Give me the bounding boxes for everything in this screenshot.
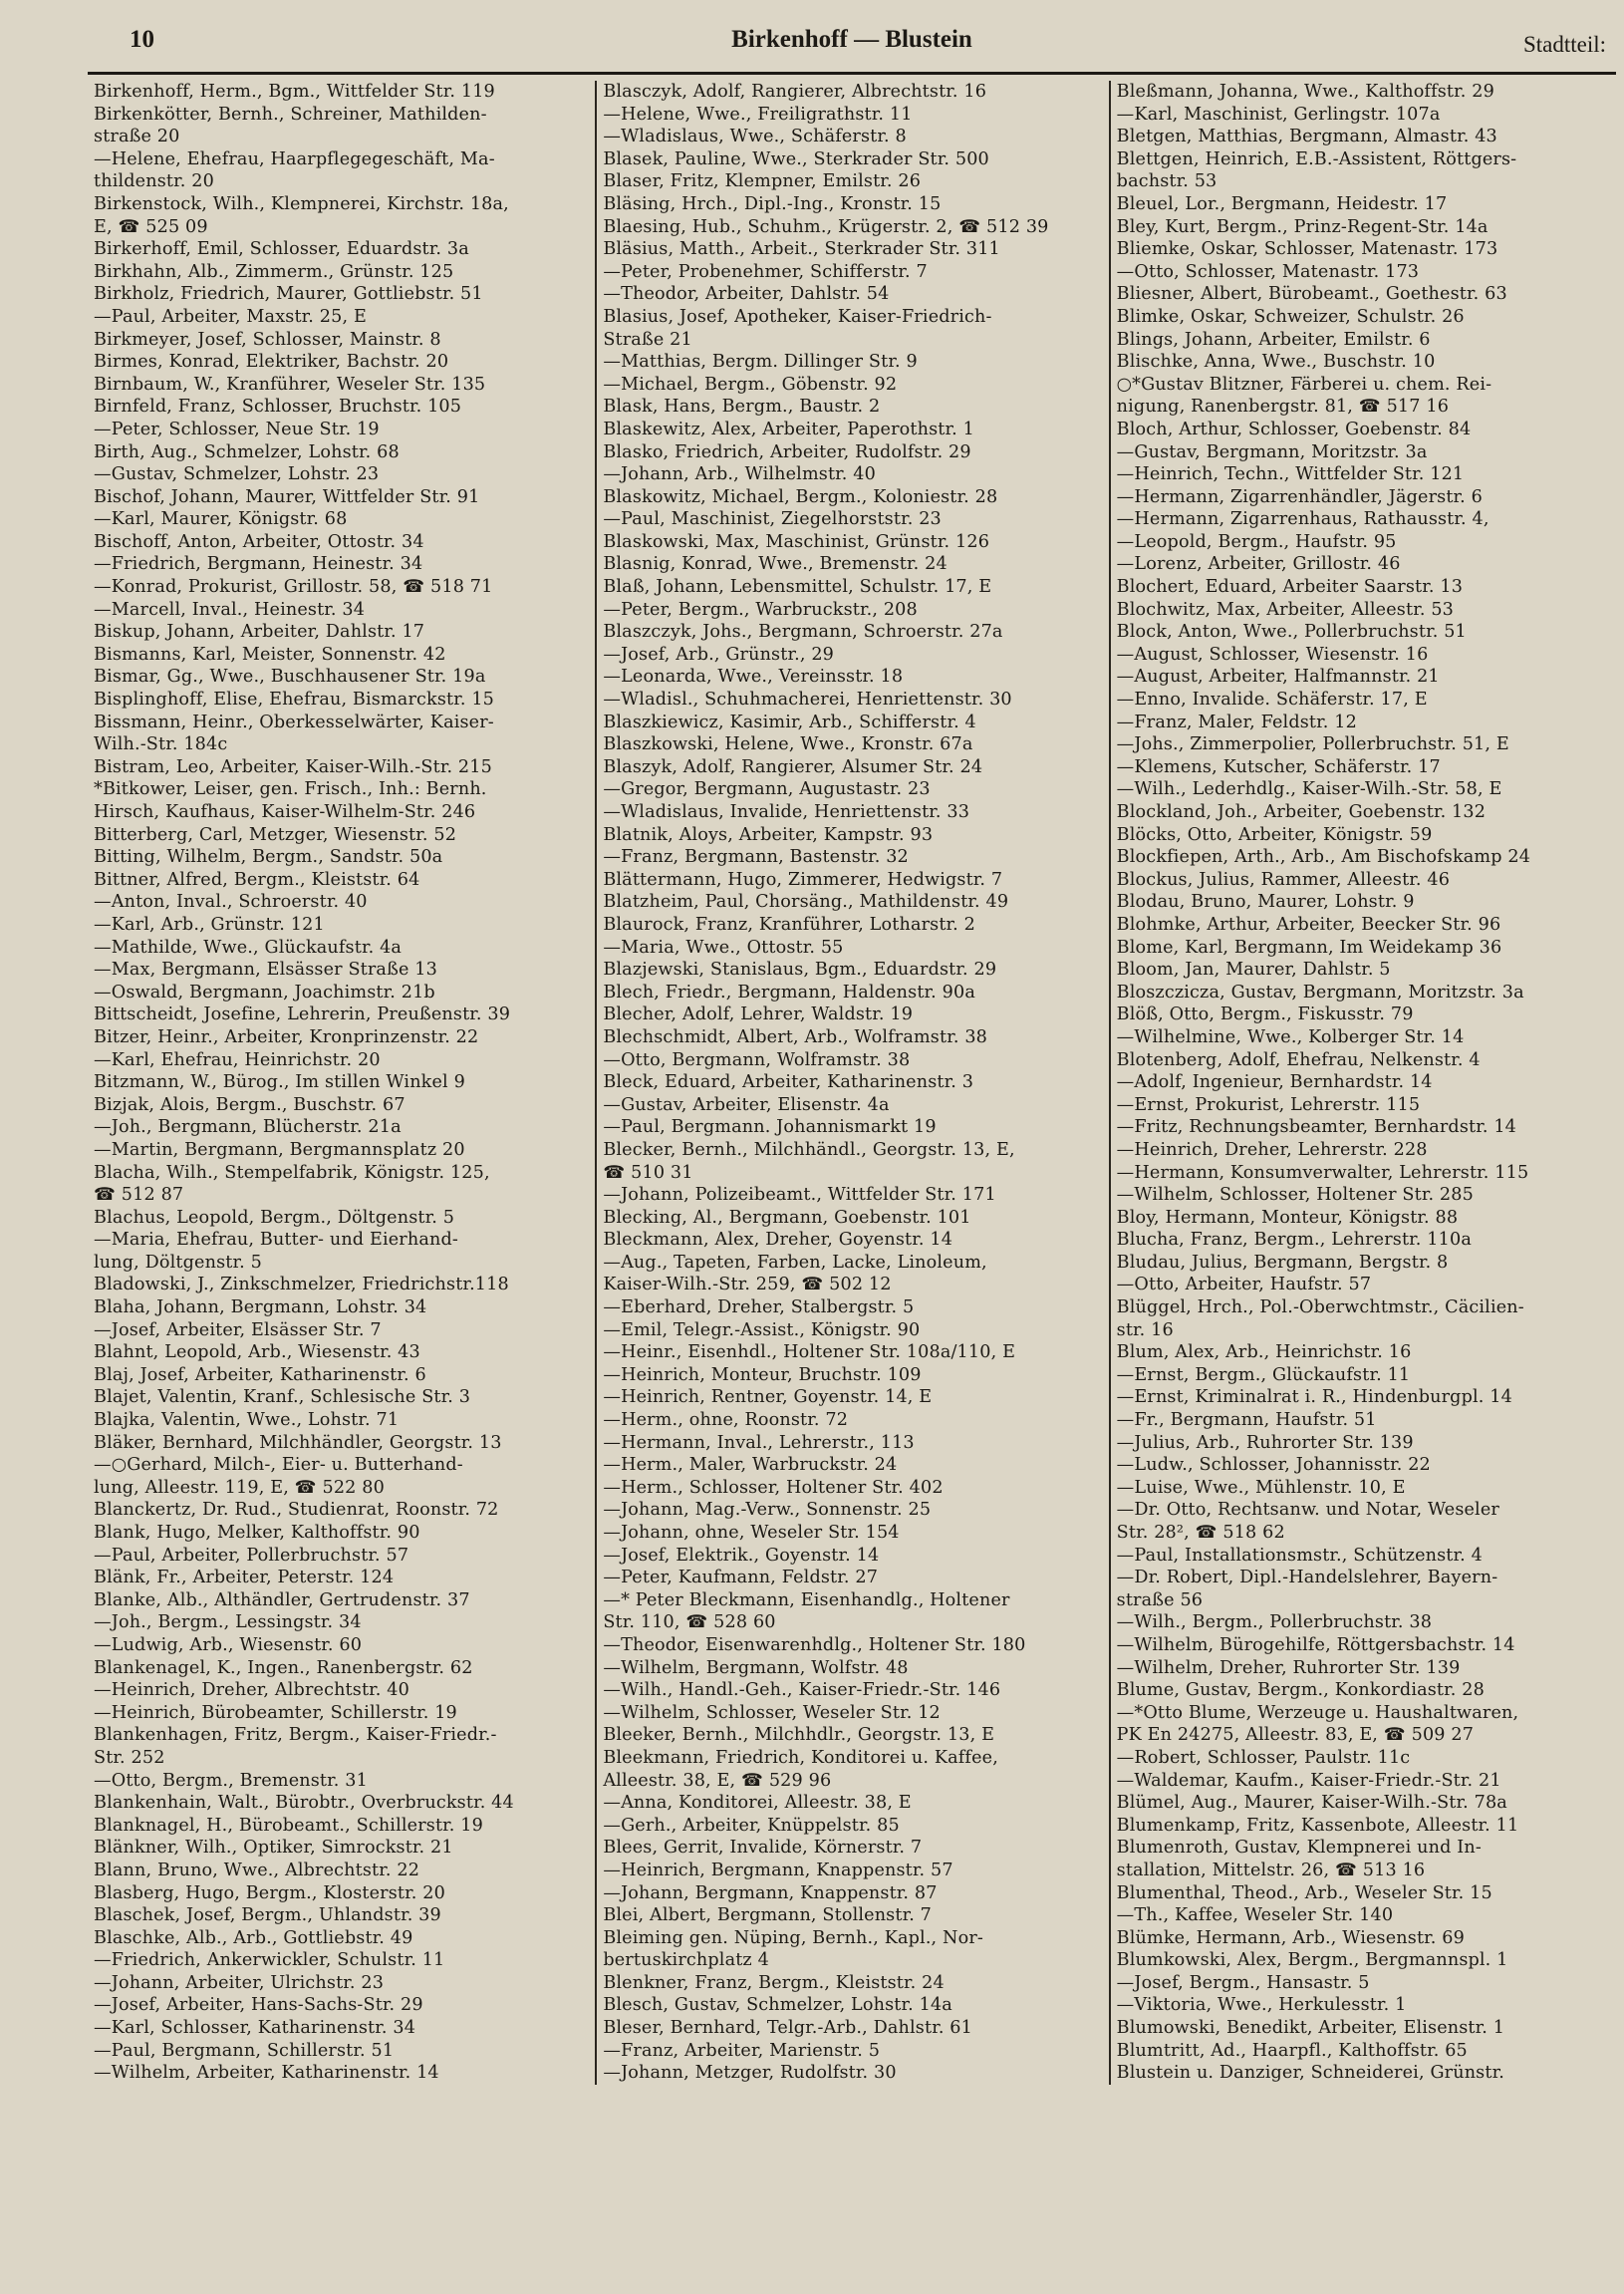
directory-entry: —Peter, Kaufmann, Feldstr. 27 bbox=[603, 1568, 879, 1588]
directory-entry: Blesch, Gustav, Schmelzer, Lohstr. 14a bbox=[603, 1995, 952, 2016]
directory-entry: —Max, Bergmann, Elsässer Straße 13 bbox=[94, 960, 437, 981]
directory-entry: Blatzheim, Paul, Chorsäng., Mathildenstr. 49 bbox=[603, 892, 1009, 913]
directory-entry: Blask, Hans, Bergm., Baustr. 2 bbox=[603, 397, 881, 418]
directory-entry: Str. 110, ☎ 528 60 bbox=[603, 1612, 776, 1633]
directory-entry: —Hermann, Inval., Lehrerstr., 113 bbox=[603, 1432, 915, 1453]
directory-entry: —Franz, Bergmann, Bastenstr. 32 bbox=[603, 847, 909, 868]
directory-entry: Blaschke, Alb., Arb., Gottliebstr. 49 bbox=[94, 1927, 413, 1948]
directory-entry: —Wladislaus, Invalide, Henriettenstr. 33 bbox=[603, 802, 970, 822]
directory-entry: —Josef, Arbeiter, Hans-Sachs-Str. 29 bbox=[94, 1995, 423, 2016]
directory-entry: —Mathilde, Wwe., Glückaufstr. 4a bbox=[94, 937, 403, 958]
directory-entry: Blecker, Bernh., Milchhändl., Georgstr. 13, E, bbox=[603, 1139, 1015, 1160]
directory-entry: Bittner, Alfred, Bergm., Kleiststr. 64 bbox=[94, 869, 420, 890]
directory-entry: —Enno, Invalide. Schäferstr. 17, E bbox=[1116, 690, 1428, 711]
directory-entry: —Johs., Zimmerpolier, Pollerbruchstr. 51, E bbox=[1116, 734, 1509, 755]
directory-entry: Hirsch, Kaufhaus, Kaiser-Wilhelm-Str. 246 bbox=[94, 802, 476, 822]
directory-entry: Blaesing, Hub., Schuhm., Krügerstr. 2, ☎ 512 39 bbox=[603, 216, 1049, 237]
directory-entry: ☎ 512 87 bbox=[94, 1185, 184, 1206]
directory-entry: Blenkner, Franz, Bergm., Kleiststr. 24 bbox=[603, 1972, 945, 1993]
directory-entry: Blaskowitz, Michael, Bergm., Koloniestr. 28 bbox=[603, 486, 998, 507]
directory-entry: —Heinrich, Bergmann, Knappenstr. 57 bbox=[603, 1860, 953, 1880]
directory-entry: stallation, Mittelstr. 26, ☎ 513 16 bbox=[1116, 1860, 1426, 1880]
directory-entry: Blischke, Anna, Wwe., Buschstr. 10 bbox=[1116, 352, 1436, 373]
directory-entry: —Oswald, Bergmann, Joachimstr. 21b bbox=[94, 982, 435, 1003]
column-3 bbox=[1109, 81, 1616, 2085]
directory-entry: Blümel, Aug., Maurer, Kaiser-Wilh.-Str. 78a bbox=[1116, 1793, 1507, 1814]
directory-entry: Birkholz, Friedrich, Maurer, Gottliebstr. 51 bbox=[94, 284, 483, 305]
directory-entry: —Wilhelm, Schlosser, Weseler Str. 12 bbox=[603, 1702, 941, 1723]
directory-entry: Bismar, Gg., Wwe., Buschhausener Str. 19a bbox=[94, 667, 486, 688]
directory-entry: Blahnt, Leopold, Arb., Wiesenstr. 43 bbox=[94, 1342, 420, 1363]
directory-entry: —Dr. Otto, Rechtsanw. und Notar, Weseler bbox=[1116, 1500, 1499, 1521]
directory-entry: —Helene, Wwe., Freiligrathstr. 11 bbox=[603, 104, 913, 125]
directory-entry: Blaskowski, Max, Maschinist, Grünstr. 126 bbox=[603, 531, 990, 552]
column-1 bbox=[88, 81, 595, 2085]
directory-entry: —Emil, Telegr.-Assist., Königstr. 90 bbox=[603, 1319, 921, 1340]
directory-entry: Alleestr. 38, E, ☎ 529 96 bbox=[603, 1770, 832, 1791]
directory-entry: Bleiming gen. Nüping, Bernh., Kapl., Nor- bbox=[603, 1927, 983, 1948]
directory-entry: —Hermann, Zigarrenhaus, Rathausstr. 4, bbox=[1116, 509, 1489, 530]
directory-entry: —Fr., Bergmann, Haufstr. 51 bbox=[1116, 1410, 1377, 1431]
directory-entry: —Ludwig, Arb., Wiesenstr. 60 bbox=[94, 1634, 363, 1655]
directory-entry: —Johann, Bergmann, Knappenstr. 87 bbox=[603, 1882, 938, 1903]
directory-entry: —Waldemar, Kaufm., Kaiser-Friedr.-Str. 21 bbox=[1116, 1770, 1501, 1791]
directory-entry: Blanke, Alb., Althändler, Gertrudenstr. 37 bbox=[94, 1589, 470, 1610]
directory-entry: Blaß, Johann, Lebensmittel, Schulstr. 17, E bbox=[603, 577, 992, 598]
directory-entry: —Gustav, Bergmann, Moritzstr. 3a bbox=[1116, 441, 1428, 462]
directory-entry: Bleekmann, Friedrich, Konditorei u. Kaffee, bbox=[603, 1747, 998, 1768]
directory-entry: Bletgen, Matthias, Bergmann, Almastr. 43 bbox=[1116, 127, 1497, 147]
directory-entry: Blochert, Eduard, Arbeiter Saarstr. 13 bbox=[1116, 577, 1464, 598]
directory-entry: —Peter, Probenehmer, Schifferstr. 7 bbox=[603, 261, 928, 282]
directory-entry: Blaskewitz, Alex, Arbeiter, Paperothstr. 1 bbox=[603, 419, 974, 439]
directory-entry: —Otto, Arbeiter, Haufstr. 57 bbox=[1116, 1275, 1372, 1295]
directory-entry: Bleck, Eduard, Arbeiter, Katharinenstr. 3 bbox=[603, 1072, 974, 1093]
directory-entry: Birnbaum, W., Kranführer, Weseler Str. 135 bbox=[94, 374, 486, 395]
directory-entry: Blech, Friedr., Bergmann, Haldenstr. 90a bbox=[603, 982, 975, 1003]
directory-entry: Blänkner, Wilh., Optiker, Simrockstr. 21 bbox=[94, 1838, 453, 1859]
directory-entry: —Franz, Arbeiter, Marienstr. 5 bbox=[603, 2040, 881, 2061]
directory-entry: Blockland, Joh., Arbeiter, Goebenstr. 132 bbox=[1116, 802, 1487, 822]
directory-entry: —*Otto Blume, Werzeuge u. Haushaltwaren, bbox=[1116, 1702, 1519, 1723]
directory-entry: —Josef, Arb., Grünstr., 29 bbox=[603, 644, 835, 665]
directory-entry: Straße 21 bbox=[603, 329, 692, 350]
directory-entry: —Martin, Bergmann, Bergmannsplatz 20 bbox=[94, 1139, 465, 1160]
directory-entry: Bleser, Bernhard, Telgr.-Arb., Dahlstr. 61 bbox=[603, 2018, 972, 2039]
directory-entry: Blaj, Josef, Arbeiter, Katharinenstr. 6 bbox=[94, 1364, 426, 1385]
directory-entry: —Adolf, Ingenieur, Bernhardstr. 14 bbox=[1116, 1072, 1433, 1093]
directory-entry: Blumenthal, Theod., Arb., Weseler Str. 15 bbox=[1116, 1882, 1492, 1903]
directory-entry: Bizjak, Alois, Bergm., Buschstr. 67 bbox=[94, 1094, 406, 1115]
directory-entry: —Johann, Arb., Wilhelmstr. 40 bbox=[603, 464, 876, 485]
directory-entry: —Heinr., Eisenhdl., Holtener Str. 108a/110, E bbox=[603, 1342, 1016, 1363]
directory-entry: Bitterberg, Carl, Metzger, Wiesenstr. 52 bbox=[94, 824, 457, 845]
directory-entry: Blechschmidt, Albert, Arb., Wolframstr. 38 bbox=[603, 1026, 988, 1047]
directory-entry: Blaszyk, Adolf, Rangierer, Alsumer Str. 24 bbox=[603, 756, 983, 777]
directory-entry: Birkenkötter, Bernh., Schreiner, Mathilden- bbox=[94, 104, 487, 125]
directory-entry: straße 56 bbox=[1116, 1589, 1204, 1610]
directory-entry: Bladowski, J., Zinkschmelzer, Friedrichstr.118 bbox=[94, 1275, 509, 1295]
directory-entry: —Dr. Robert, Dipl.-Handelslehrer, Bayern- bbox=[1116, 1568, 1498, 1588]
directory-entry: Blockfiepen, Arth., Arb., Am Bischofskamp 24 bbox=[1116, 847, 1531, 868]
directory-entry: —Hermann, Zigarrenhändler, Jägerstr. 6 bbox=[1116, 486, 1483, 507]
directory-entry: lung, Alleestr. 119, E, ☎ 522 80 bbox=[94, 1477, 385, 1498]
directory-entry: Bläker, Bernhard, Milchhändler, Georgstr. 13 bbox=[94, 1432, 502, 1453]
directory-entry: —Paul, Arbeiter, Pollerbruchstr. 57 bbox=[94, 1545, 409, 1566]
directory-entry: Bitting, Wilhelm, Bergm., Sandstr. 50a bbox=[94, 847, 443, 868]
directory-entry: —Luise, Wwe., Mühlenstr. 10, E bbox=[1116, 1477, 1406, 1498]
directory-entry: —Franz, Maler, Feldstr. 12 bbox=[1116, 712, 1357, 732]
directory-entry: Birkenstock, Wilh., Klempnerei, Kirchstr. 18a, bbox=[94, 193, 509, 214]
directory-entry: —Peter, Bergm., Warbruckstr., 208 bbox=[603, 599, 918, 620]
directory-entry: Blasberg, Hugo, Bergm., Klosterstr. 20 bbox=[94, 1882, 445, 1903]
directory-entry: Str. 28², ☎ 518 62 bbox=[1116, 1523, 1285, 1543]
directory-entry: —Theodor, Arbeiter, Dahlstr. 54 bbox=[603, 284, 890, 305]
column-2 bbox=[595, 81, 1108, 2085]
directory-entry: —Theodor, Eisenwarenhdlg., Holtener Str. 180 bbox=[603, 1634, 1026, 1655]
directory-entry: str. 16 bbox=[1116, 1319, 1174, 1340]
directory-entry: straße 20 bbox=[94, 127, 180, 147]
directory-entry: ○*Gustav Blitzner, Färberei u. chem. Rei- bbox=[1116, 374, 1492, 395]
directory-entry: Bitzer, Heinr., Arbeiter, Kronprinzenstr. 22 bbox=[94, 1026, 479, 1047]
directory-entry: —Peter, Schlosser, Neue Str. 19 bbox=[94, 419, 380, 439]
directory-entry: Blockus, Julius, Rammer, Alleestr. 46 bbox=[1116, 869, 1451, 890]
directory-entry: Blöcks, Otto, Arbeiter, Königstr. 59 bbox=[1116, 824, 1433, 845]
directory-entry: —Gustav, Schmelzer, Lohstr. 23 bbox=[94, 464, 380, 485]
directory-entry: Blasko, Friedrich, Arbeiter, Rudolfstr. 29 bbox=[603, 441, 971, 462]
directory-entry: bachstr. 53 bbox=[1116, 171, 1218, 192]
directory-entry: —Hermann, Konsumverwalter, Lehrerstr. 115 bbox=[1116, 1162, 1529, 1183]
directory-entry: —Otto, Schlosser, Matenastr. 173 bbox=[1116, 261, 1420, 282]
page-title: Birkenhoff — Blustein bbox=[731, 26, 972, 53]
directory-entry: Blings, Johann, Arbeiter, Emilstr. 6 bbox=[1116, 329, 1431, 350]
directory-entry: —August, Schlosser, Wiesenstr. 16 bbox=[1116, 644, 1429, 665]
directory-entry: —Otto, Bergm., Bremenstr. 31 bbox=[94, 1770, 368, 1791]
directory-entry: nigung, Ranenbergstr. 81, ☎ 517 16 bbox=[1116, 397, 1450, 418]
directory-entry: —Ludw., Schlosser, Johannisstr. 22 bbox=[1116, 1455, 1431, 1476]
directory-entry: Blees, Gerrit, Invalide, Körnerstr. 7 bbox=[603, 1838, 923, 1859]
directory-entry: —Karl, Ehefrau, Heinrichstr. 20 bbox=[94, 1049, 381, 1070]
directory-entry: —Karl, Arb., Grünstr. 121 bbox=[94, 914, 325, 935]
directory-entry: —Wilhelm, Dreher, Ruhrorter Str. 139 bbox=[1116, 1657, 1461, 1678]
directory-entry: —Gerh., Arbeiter, Knüppelstr. 85 bbox=[603, 1815, 900, 1836]
directory-entry: Str. 252 bbox=[94, 1747, 165, 1768]
directory-entry: —Johann, Polizeibeamt., Wittfelder Str. 171 bbox=[603, 1185, 996, 1206]
directory-entry: —Heinrich, Rentner, Goyenstr. 14, E bbox=[603, 1387, 933, 1408]
directory-entry: bertuskirchplatz 4 bbox=[603, 1950, 769, 1971]
directory-entry: Blajet, Valentin, Kranf., Schlesische Str. 3 bbox=[94, 1387, 471, 1408]
directory-entry: —Paul, Arbeiter, Maxstr. 25, E bbox=[94, 306, 367, 327]
directory-entry: Blankenagel, K., Ingen., Ranenbergstr. 62 bbox=[94, 1657, 473, 1678]
directory-entry: —* Peter Bleckmann, Eisenhandlg., Holtener bbox=[603, 1589, 1010, 1610]
directory-entry: Blöß, Otto, Bergm., Fiskusstr. 79 bbox=[1116, 1004, 1414, 1025]
directory-entry: Blumenkamp, Fritz, Kassenbote, Alleestr. 11 bbox=[1116, 1815, 1519, 1836]
directory-entry: —August, Arbeiter, Halfmannstr. 21 bbox=[1116, 667, 1440, 688]
directory-entry: —Josef, Elektrik., Goyenstr. 14 bbox=[603, 1545, 880, 1566]
directory-entry: —Marcell, Inval., Heinestr. 34 bbox=[94, 599, 366, 620]
directory-entry: —Johann, Metzger, Rudolfstr. 30 bbox=[603, 2063, 897, 2084]
directory-entry: thildenstr. 20 bbox=[94, 171, 214, 192]
directory-entry: —Josef, Bergm., Hansastr. 5 bbox=[1116, 1972, 1370, 1993]
directory-entry: —Fritz, Rechnungsbeamter, Bernhardstr. 14 bbox=[1116, 1117, 1517, 1138]
directory-entry: Blanknagel, H., Bürobeamt., Schillerstr. 19 bbox=[94, 1815, 483, 1836]
directory-entry: Blatnik, Aloys, Arbeiter, Kampstr. 93 bbox=[603, 824, 934, 845]
directory-entry: —Wilh., Handl.-Geh., Kaiser-Friedr.-Str. 146 bbox=[603, 1680, 1001, 1701]
directory-entry: Kaiser-Wilh.-Str. 259, ☎ 502 12 bbox=[603, 1275, 892, 1295]
page-number: 10 bbox=[130, 26, 154, 53]
directory-entry: Blank, Hugo, Melker, Kalthoffstr. 90 bbox=[94, 1523, 420, 1543]
directory-entry: Bläsius, Matth., Arbeit., Sterkrader Str. 311 bbox=[603, 239, 1000, 260]
directory-entry: —Paul, Bergmann. Johannismarkt 19 bbox=[603, 1117, 937, 1138]
directory-entry: Blankenhagen, Fritz, Bergm., Kaiser-Friedr.- bbox=[94, 1725, 497, 1746]
directory-entry: Blachus, Leopold, Bergm., Döltgenstr. 5 bbox=[94, 1207, 455, 1228]
directory-entry: Blüggel, Hrch., Pol.-Oberwchtmstr., Cäcilien- bbox=[1116, 1297, 1524, 1318]
directory-entry: Blänk, Fr., Arbeiter, Peterstr. 124 bbox=[94, 1568, 395, 1588]
page-header bbox=[88, 22, 1616, 66]
directory-entry: —Heinrich, Bürobeamter, Schillerstr. 19 bbox=[94, 1702, 457, 1723]
directory-entry: —Robert, Schlosser, Paulstr. 11c bbox=[1116, 1747, 1411, 1768]
directory-entry: —Wilhelm, Bürogehilfe, Röttgersbachstr. 14 bbox=[1116, 1634, 1515, 1655]
directory-entry: Blume, Gustav, Bergm., Konkordiastr. 28 bbox=[1116, 1680, 1485, 1701]
directory-entry: Birnfeld, Franz, Schlosser, Bruchstr. 105 bbox=[94, 397, 462, 418]
directory-entry: Blankenhain, Walt., Bürobtr., Overbruckstr. 44 bbox=[94, 1793, 514, 1814]
directory-entry: Bludau, Julius, Bergmann, Bergstr. 8 bbox=[1116, 1252, 1449, 1273]
directory-entry: Blasek, Pauline, Wwe., Sterkrader Str. 500 bbox=[603, 148, 989, 169]
directory-entry: PK En 24275, Alleestr. 83, E, ☎ 509 27 bbox=[1116, 1725, 1475, 1746]
directory-entry: Blumkowski, Alex, Bergm., Bergmannspl. 1 bbox=[1116, 1950, 1508, 1971]
directory-entry: —Heinrich, Monteur, Bruchstr. 109 bbox=[603, 1364, 922, 1385]
directory-entry: —Joh., Bergm., Lessingstr. 34 bbox=[94, 1612, 362, 1633]
directory-entry: Blumowski, Benedikt, Arbeiter, Elisenstr. 1 bbox=[1116, 2018, 1505, 2039]
directory-entry: Blodau, Bruno, Maurer, Lohstr. 9 bbox=[1116, 892, 1415, 913]
directory-entry: —Gregor, Bergmann, Augustastr. 23 bbox=[603, 779, 931, 800]
directory-entry: Bischof, Johann, Maurer, Wittfelder Str. 91 bbox=[94, 486, 480, 507]
directory-entry: Bliesner, Albert, Bürobeamt., Goethestr. 63 bbox=[1116, 284, 1507, 305]
directory-entry: ☎ 510 31 bbox=[603, 1162, 693, 1183]
directory-entry: Blümke, Hermann, Arb., Wiesenstr. 69 bbox=[1116, 1927, 1465, 1948]
directory-entry: —Heinrich, Techn., Wittfelder Str. 121 bbox=[1116, 464, 1465, 485]
directory-entry: Wilh.-Str. 184c bbox=[94, 734, 228, 755]
directory-entry: —Joh., Bergmann, Blücherstr. 21a bbox=[94, 1117, 402, 1138]
directory-entry: —Otto, Bergmann, Wolframstr. 38 bbox=[603, 1049, 911, 1070]
directory-entry: Bleckmann, Alex, Dreher, Goyenstr. 14 bbox=[603, 1230, 953, 1251]
directory-entry: —Wilhelm, Schlosser, Holtener Str. 285 bbox=[1116, 1185, 1474, 1206]
directory-entry: Blaschek, Josef, Bergm., Uhlandstr. 39 bbox=[94, 1905, 441, 1926]
directory-entry: —Leopold, Bergm., Haufstr. 95 bbox=[1116, 531, 1397, 552]
directory-entry: —Herm., Maler, Warbruckstr. 24 bbox=[603, 1455, 898, 1476]
directory-entry: —Wilh., Lederhdlg., Kaiser-Wilh.-Str. 58, E bbox=[1116, 779, 1502, 800]
directory-entry: Blettgen, Heinrich, E.B.-Assistent, Röttgers- bbox=[1116, 148, 1517, 169]
directory-entry: —Wladislaus, Wwe., Schäferstr. 8 bbox=[603, 127, 907, 147]
directory-entry: Bleuel, Lor., Bergmann, Heidestr. 17 bbox=[1116, 193, 1448, 214]
directory-entry: Bläsing, Hrch., Dipl.-Ing., Kronstr. 15 bbox=[603, 193, 942, 214]
directory-entry: Blaszczyk, Johs., Bergmann, Schroerstr. 27a bbox=[603, 622, 1003, 643]
directory-entry: —Ernst, Prokurist, Lehrerstr. 115 bbox=[1116, 1094, 1421, 1115]
directory-entry: —Heinrich, Dreher, Lehrerstr. 228 bbox=[1116, 1139, 1428, 1160]
directory-entry: *Bitkower, Leiser, gen. Frisch., Inh.: Bernh. bbox=[94, 779, 487, 800]
directory-entry: —Friedrich, Bergmann, Heinestr. 34 bbox=[94, 554, 423, 575]
directory-entry: Blei, Albert, Bergmann, Stollenstr. 7 bbox=[603, 1905, 933, 1926]
directory-entry: —Wilhelm, Arbeiter, Katharinenstr. 14 bbox=[94, 2063, 439, 2084]
directory-entry: —Ernst, Bergm., Glückaufstr. 11 bbox=[1116, 1364, 1411, 1385]
directory-entry: —Friedrich, Ankerwickler, Schulstr. 11 bbox=[94, 1950, 445, 1971]
directory-entry: —Josef, Arbeiter, Elsässer Str. 7 bbox=[94, 1319, 382, 1340]
directory-entry: Bissmann, Heinr., Oberkesselwärter, Kaiser- bbox=[94, 712, 494, 732]
directory-entry: lung, Döltgenstr. 5 bbox=[94, 1252, 262, 1273]
directory-entry: —Michael, Bergm., Göbenstr. 92 bbox=[603, 374, 898, 395]
directory-entry: Blohmke, Arthur, Arbeiter, Beecker Str. 96 bbox=[1116, 914, 1501, 935]
directory-entry: —Karl, Maschinist, Gerlingstr. 107a bbox=[1116, 104, 1441, 125]
directory-entry: Blaser, Fritz, Klempner, Emilstr. 26 bbox=[603, 171, 922, 192]
directory-entry: Block, Anton, Wwe., Pollerbruchstr. 51 bbox=[1116, 622, 1467, 643]
directory-entry: Blanckertz, Dr. Rud., Studienrat, Roonstr. 72 bbox=[94, 1500, 499, 1521]
directory-entry: Bisplinghoff, Elise, Ehefrau, Bismarckstr. 15 bbox=[94, 690, 495, 711]
directory-entry: Bloom, Jan, Maurer, Dahlstr. 5 bbox=[1116, 960, 1391, 981]
directory-entry: —Paul, Bergmann, Schillerstr. 51 bbox=[94, 2040, 395, 2061]
directory-entry: —Wilh., Bergm., Pollerbruchstr. 38 bbox=[1116, 1612, 1433, 1633]
directory-entry: —Ernst, Kriminalrat i. R., Hindenburgpl. 14 bbox=[1116, 1387, 1512, 1408]
directory-entry: Blotenberg, Adolf, Ehefrau, Nelkenstr. 4 bbox=[1116, 1049, 1481, 1070]
directory-entry: —○Gerhard, Milch-, Eier- u. Butterhand- bbox=[94, 1455, 463, 1476]
directory-entry: Birkhahn, Alb., Zimmerm., Grünstr. 125 bbox=[94, 261, 454, 282]
directory-entry: Blaurock, Franz, Kranführer, Lotharstr. 2 bbox=[603, 914, 976, 935]
directory-entry: —Gustav, Arbeiter, Elisenstr. 4a bbox=[603, 1094, 890, 1115]
directory-entry: Blimke, Oskar, Schweizer, Schulstr. 26 bbox=[1116, 306, 1465, 327]
directory-entry: —Anna, Konditorei, Alleestr. 38, E bbox=[603, 1793, 912, 1814]
directory-entry: —Heinrich, Dreher, Albrechtstr. 40 bbox=[94, 1680, 409, 1701]
section-label: Stadtteil: bbox=[1522, 32, 1606, 57]
directory-entry: Bismanns, Karl, Meister, Sonnenstr. 42 bbox=[94, 644, 446, 665]
directory-entry: Bittscheidt, Josefine, Lehrerin, Preußenstr. 39 bbox=[94, 1004, 511, 1025]
directory-entry: Bleßmann, Johanna, Wwe., Kalthoffstr. 29 bbox=[1116, 82, 1494, 102]
directory-entry: Bischoff, Anton, Arbeiter, Ottostr. 34 bbox=[94, 531, 424, 552]
directory-entry: —Karl, Maurer, Königstr. 68 bbox=[94, 509, 348, 530]
directory-entry: —Aug., Tapeten, Farben, Lacke, Linoleum, bbox=[603, 1252, 987, 1273]
directory-entry: Blättermann, Hugo, Zimmerer, Hedwigstr. 7 bbox=[603, 869, 1003, 890]
directory-entry: Bitzmann, W., Bürog., Im stillen Winkel 9 bbox=[94, 1072, 465, 1093]
directory-entry: —Viktoria, Wwe., Herkulesstr. 1 bbox=[1116, 1995, 1407, 2016]
directory-entry: Blustein u. Danziger, Schneiderei, Grünstr. bbox=[1116, 2063, 1504, 2084]
columns bbox=[88, 81, 1616, 2085]
directory-entry: —Eberhard, Dreher, Stalbergstr. 5 bbox=[603, 1297, 915, 1318]
directory-entry: Bleeker, Bernh., Milchhdlr., Georgstr. 13, E bbox=[603, 1725, 995, 1746]
directory-entry: Biskup, Johann, Arbeiter, Dahlstr. 17 bbox=[94, 622, 425, 643]
directory-entry: Blum, Alex, Arb., Heinrichstr. 16 bbox=[1116, 1342, 1412, 1363]
directory-entry: Blazjewski, Stanislaus, Bgm., Eduardstr. 29 bbox=[603, 960, 997, 981]
directory-entry: —Maria, Ehefrau, Butter- und Eierhand- bbox=[94, 1230, 458, 1251]
directory-entry: Blaha, Johann, Bergmann, Lohstr. 34 bbox=[94, 1297, 427, 1318]
directory-entry: Blecking, Al., Bergmann, Goebenstr. 101 bbox=[603, 1207, 971, 1228]
directory-entry: Blasnig, Konrad, Wwe., Bremenstr. 24 bbox=[603, 554, 947, 575]
directory-entry: —Konrad, Prokurist, Grillostr. 58, ☎ 518 71 bbox=[94, 577, 493, 598]
directory-entry: —Paul, Installationsmstr., Schützenstr. 4 bbox=[1116, 1545, 1483, 1566]
directory-entry: —Matthias, Bergm. Dillinger Str. 9 bbox=[603, 352, 918, 373]
directory-entry: Bloch, Arthur, Schlosser, Goebenstr. 84 bbox=[1116, 419, 1472, 439]
directory-entry: —Johann, ohne, Weseler Str. 154 bbox=[603, 1523, 900, 1543]
directory-entry: Bistram, Leo, Arbeiter, Kaiser-Wilh.-Str. 215 bbox=[94, 756, 492, 777]
directory-entry: Blacha, Wilh., Stempelfabrik, Königstr. 125, bbox=[94, 1162, 490, 1183]
directory-entry: Bloy, Hermann, Monteur, Königstr. 88 bbox=[1116, 1207, 1459, 1228]
directory-entry: Bliemke, Oskar, Schlosser, Matenastr. 173 bbox=[1116, 239, 1498, 260]
directory-entry: Bley, Kurt, Bergm., Prinz-Regent-Str. 14a bbox=[1116, 216, 1489, 237]
directory-entry: —Julius, Arb., Ruhrorter Str. 139 bbox=[1116, 1432, 1414, 1453]
directory-entry: Blasczyk, Adolf, Rangierer, Albrechtstr. 16 bbox=[603, 82, 987, 102]
directory-entry: —Wilhelmine, Wwe., Kolberger Str. 14 bbox=[1116, 1026, 1465, 1047]
directory-entry: Blecher, Adolf, Lehrer, Waldstr. 19 bbox=[603, 1004, 914, 1025]
header-rule bbox=[88, 72, 1616, 75]
directory-entry: —Th., Kaffee, Weseler Str. 140 bbox=[1116, 1905, 1394, 1926]
directory-entry: Birkmeyer, Josef, Schlosser, Mainstr. 8 bbox=[94, 329, 441, 350]
directory-entry: Blaszkowski, Helene, Wwe., Kronstr. 67a bbox=[603, 734, 973, 755]
directory-entry: Birkenhoff, Herm., Bgm., Wittfelder Str. 119 bbox=[94, 82, 495, 102]
directory-entry: —Wilhelm, Bergmann, Wolfstr. 48 bbox=[603, 1657, 909, 1678]
directory-entry: —Karl, Schlosser, Katharinenstr. 34 bbox=[94, 2018, 416, 2039]
directory-entry: —Herm., ohne, Roonstr. 72 bbox=[603, 1410, 849, 1431]
directory-entry: —Johann, Mag.-Verw., Sonnenstr. 25 bbox=[603, 1500, 932, 1521]
directory-entry: —Johann, Arbeiter, Ulrichstr. 23 bbox=[94, 1972, 385, 1993]
directory-entry: Blumtritt, Ad., Haarpfl., Kalthoffstr. 65 bbox=[1116, 2040, 1468, 2061]
directory-entry: Blucha, Franz, Bergm., Lehrerstr. 110a bbox=[1116, 1230, 1472, 1251]
directory-entry: Blome, Karl, Bergmann, Im Weidekamp 36 bbox=[1116, 937, 1502, 958]
directory-entry: Blasius, Josef, Apotheker, Kaiser-Friedrich- bbox=[603, 306, 992, 327]
directory-entry: —Herm., Schlosser, Holtener Str. 402 bbox=[603, 1477, 944, 1498]
directory-entry: E, ☎ 525 09 bbox=[94, 216, 208, 237]
directory-entry: —Maria, Wwe., Ottostr. 55 bbox=[603, 937, 844, 958]
directory-entry: Blann, Bruno, Wwe., Albrechtstr. 22 bbox=[94, 1860, 420, 1880]
directory-entry: —Klemens, Kutscher, Schäferstr. 17 bbox=[1116, 756, 1441, 777]
directory-entry: —Lorenz, Arbeiter, Grillostr. 46 bbox=[1116, 554, 1401, 575]
directory-entry: Blaszkiewicz, Kasimir, Arb., Schifferstr. 4 bbox=[603, 712, 976, 732]
directory-entry: —Paul, Maschinist, Ziegelhorststr. 23 bbox=[603, 509, 942, 530]
directory-entry: Blumenroth, Gustav, Klempnerei und In- bbox=[1116, 1838, 1482, 1859]
directory-entry: Birth, Aug., Schmelzer, Lohstr. 68 bbox=[94, 441, 400, 462]
directory-entry: —Helene, Ehefrau, Haarpflegegeschäft, Ma- bbox=[94, 148, 495, 169]
directory-entry: —Wladisl., Schuhmacherei, Henriettenstr. 30 bbox=[603, 690, 1012, 711]
directory-entry: Birmes, Konrad, Elektriker, Bachstr. 20 bbox=[94, 352, 449, 373]
directory-entry: Blochwitz, Max, Arbeiter, Alleestr. 53 bbox=[1116, 599, 1455, 620]
directory-entry: —Anton, Inval., Schroerstr. 40 bbox=[94, 892, 368, 913]
directory-entry: Blajka, Valentin, Wwe., Lohstr. 71 bbox=[94, 1410, 400, 1431]
directory-entry: Birkerhoff, Emil, Schlosser, Eduardstr. 3a bbox=[94, 239, 469, 260]
directory-entry: Bloszczicza, Gustav, Bergmann, Moritzstr. 3a bbox=[1116, 982, 1524, 1003]
directory-entry: —Leonarda, Wwe., Vereinsstr. 18 bbox=[603, 667, 904, 688]
